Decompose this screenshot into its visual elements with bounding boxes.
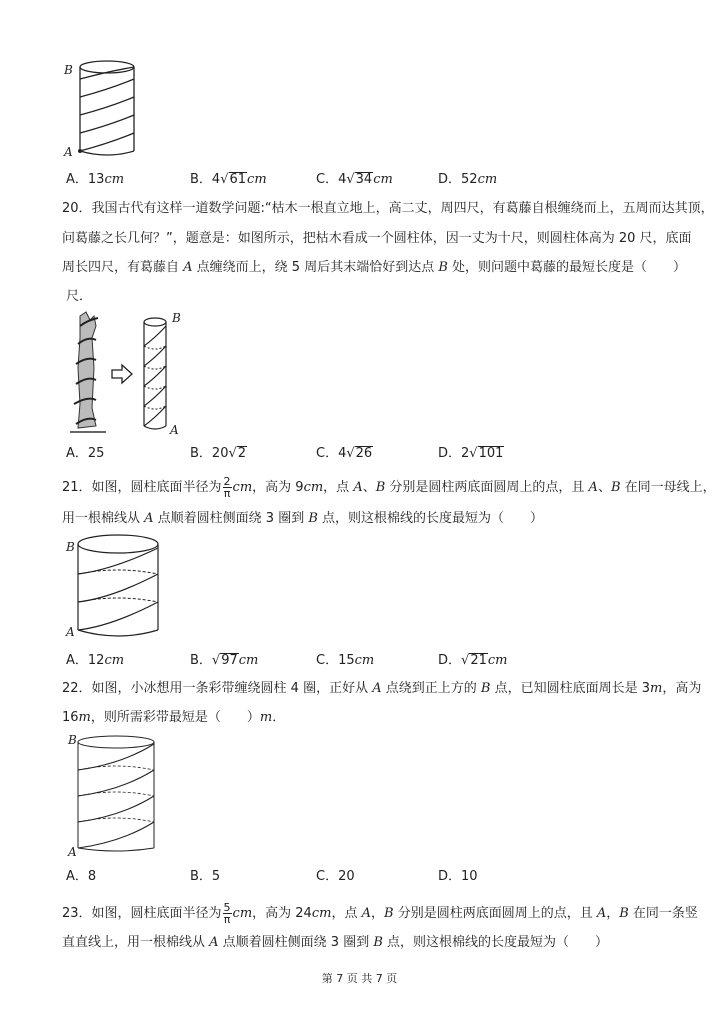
q20-option-c[interactable]: C．4√26: [316, 446, 373, 461]
q22-option-b[interactable]: B．5: [190, 869, 221, 884]
fig-label-b: B: [64, 63, 73, 77]
fig-label-b: B: [66, 540, 75, 554]
fig-label-b: B: [172, 311, 181, 325]
q19-option-a[interactable]: A．13cm: [66, 172, 125, 187]
fig-label-a: A: [170, 423, 179, 437]
fig-label-a: A: [64, 145, 73, 159]
q21-option-d[interactable]: D．√21cm: [438, 653, 508, 668]
fig-label-b: B: [68, 733, 77, 747]
q21-line-1: 21．如图，圆柱底面半径为 $\frac{2}{\pi}$ cm，高为 9cm，点 A、B 分别是圆柱两底面圆周上的点，且 A、B 在同一母线上，: [62, 475, 716, 500]
q22-option-c[interactable]: C．20: [316, 869, 355, 884]
q21-cylinder-figure: [62, 530, 172, 645]
page-footer: 第 7 页 共 7 页: [321, 972, 398, 985]
q19-option-c[interactable]: C．4√34cm: [316, 172, 393, 187]
q20-line-1: 20．我国古代有这样一道数学问题:“枯木一根直立地上，高二丈，周四尺，有葛藤自根缠绕而上，五周而达其顶，: [62, 201, 714, 216]
q19-option-b[interactable]: B．4√61cm: [190, 172, 267, 187]
fig-label-a: A: [66, 625, 75, 639]
q22-line-1: 22．如图，小冰想用一条彩带缠绕圆柱 4 圈，正好从 A 点绕到正上方的 B 点，已知圆柱底面周长是 3m，高为: [62, 681, 702, 696]
q23-line-2: 直直线上，用一根棉线从 A 点顺着圆柱侧面绕 3 圈到 B 点，则这根棉线的长度最短为（ ）: [62, 935, 609, 950]
q21-line-2: 用一根棉线从 A 点顺着圆柱侧面绕 3 圈到 B 点，则这根棉线的长度最短为（ ）: [62, 511, 544, 526]
q22-option-a[interactable]: A．8: [66, 869, 97, 884]
q22-line-2: 16m，则所需彩带最短是（ ）m．: [62, 710, 286, 725]
fraction: $\frac{2}{\pi}$: [223, 475, 231, 500]
q20-line-4: 尺．: [66, 289, 93, 304]
q21-option-a[interactable]: A．12cm: [66, 653, 125, 668]
q23-line-1: 23．如图，圆柱底面半径为 $\frac{5}{\pi}$ cm，高为 24cm，点 A，B 分别是圆柱两底面圆周上的点，且 A，B 在同一条竖: [62, 901, 698, 926]
q20-tree-figure: [66, 308, 196, 438]
q20-line-3: 周长四尺，有葛藤自 A 点缠绕而上，绕 5 周后其末端恰好到达点 B 处，则问题中葛藤的最短长度是（ ）: [62, 260, 687, 275]
q19-cylinder-figure: [60, 55, 150, 160]
fig-label-a: A: [68, 845, 77, 859]
q22-cylinder-figure: [62, 730, 162, 860]
q20-option-a[interactable]: A．25: [66, 446, 105, 461]
q20-option-d[interactable]: D．2√101: [438, 446, 504, 461]
q19-option-d[interactable]: D．52cm: [438, 172, 498, 187]
q21-option-c[interactable]: C．15cm: [316, 653, 375, 668]
q22-option-d[interactable]: D．10: [438, 869, 478, 884]
q20-line-2: 问葛藤之长几何？”，题意是：如图所示，把枯木看成一个圆柱体，因一丈为十尺，则圆柱体高为 20 尺，底面: [62, 231, 692, 246]
fraction: $\frac{5}{\pi}$: [223, 901, 231, 926]
q21-option-b[interactable]: B．√97cm: [190, 653, 259, 668]
q20-option-b[interactable]: B．20√2: [190, 446, 247, 461]
